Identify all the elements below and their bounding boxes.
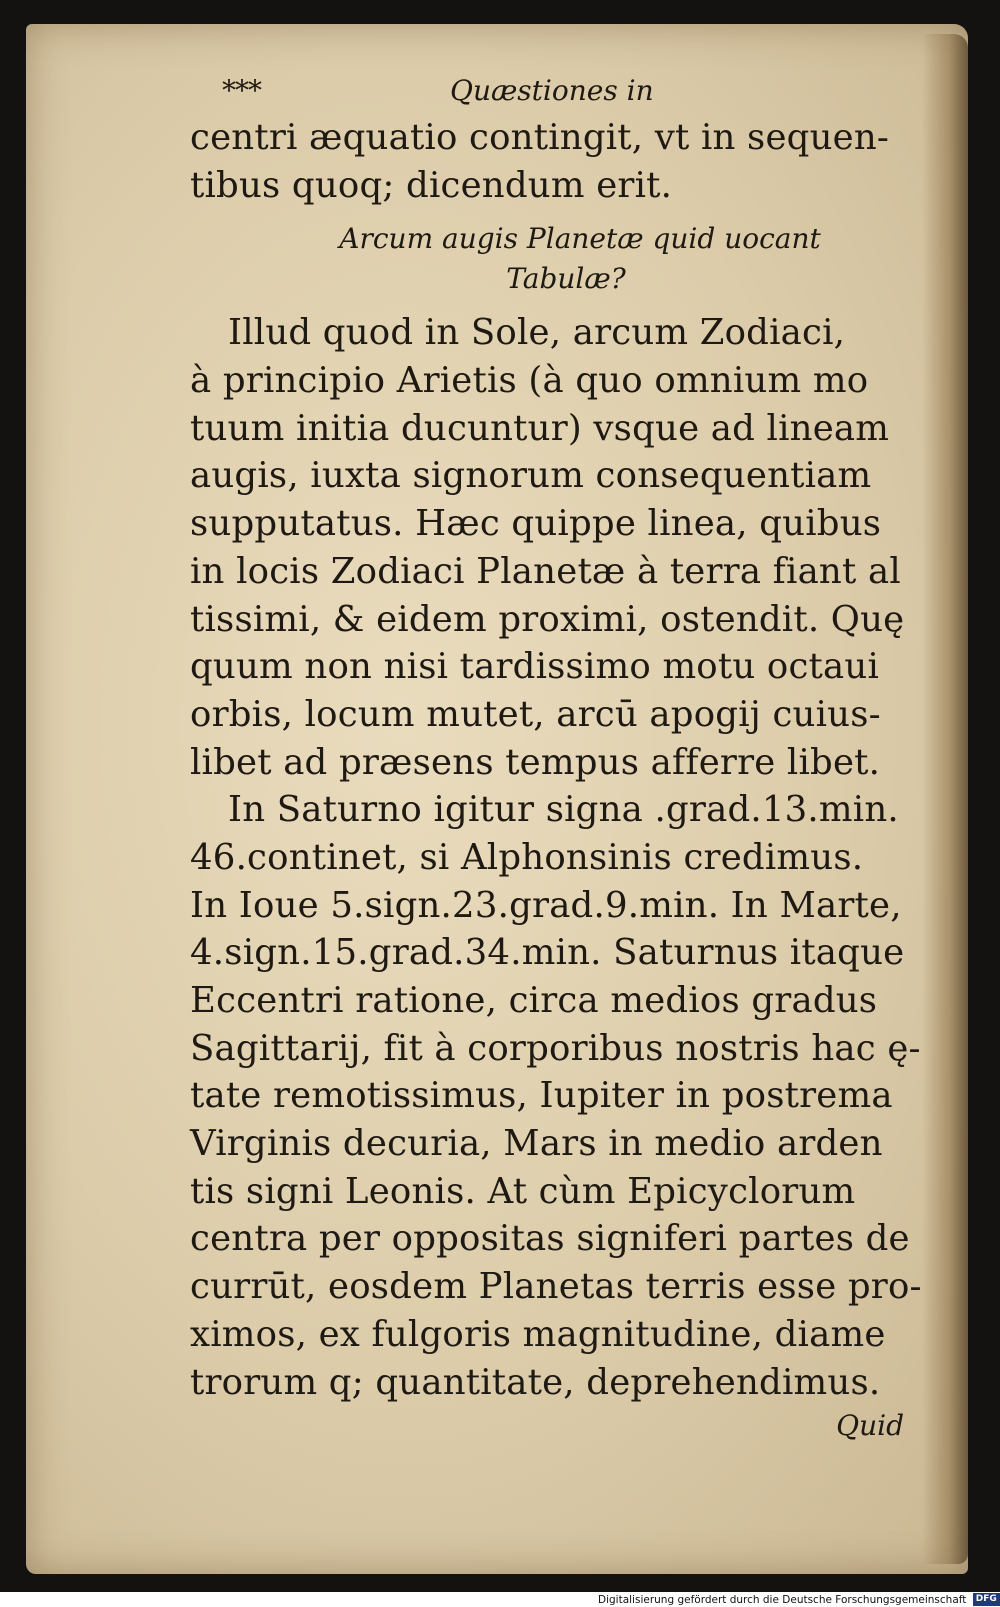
text-line: tis signi Leonis. At cùm Epicyclorum bbox=[190, 1170, 856, 1212]
text-line: tibus quoq; dicendum erit. bbox=[190, 164, 673, 206]
text-line: 4.sign.15.grad.34.min. Saturnus itaque bbox=[190, 932, 905, 974]
text-line: Illud quod in Sole, arcum Zodiaci, bbox=[228, 312, 846, 354]
question-heading-line: Arcum augis Planetæ quid uocant bbox=[339, 222, 821, 256]
text-line: Eccentri ratione, circa medios gradus bbox=[190, 980, 878, 1021]
dfg-logo: DFG bbox=[973, 1593, 1000, 1606]
text-line: ximos, ex fulgoris magnitudine, diame bbox=[190, 1313, 886, 1355]
text-line: tate remotissimus, Iupiter in postrema bbox=[190, 1075, 893, 1117]
page-header bbox=[190, 74, 910, 114]
page-edge-shadow bbox=[922, 34, 968, 1564]
text-line: 46.continet, si Alphonsinis credimus. bbox=[190, 836, 864, 878]
question-heading-line: Tabulæ? bbox=[506, 262, 626, 296]
credit-text: Digitalisierung gefördert durch die Deutsche Forschungsgemeinschaft bbox=[598, 1594, 967, 1606]
text-line: in locis Zodiaci Planetæ à terra fiant al bbox=[190, 550, 901, 592]
text-line: Sagittarij, fit à corporibus nostris hac ę- bbox=[190, 1027, 921, 1069]
text-line: supputatus. Hæc quippe linea, quibus bbox=[190, 503, 882, 545]
text-line: centri æquatio contingit, vt in sequen- bbox=[190, 117, 890, 158]
text-line: trorum q; quantitate, deprehendimus. bbox=[190, 1361, 881, 1403]
catchword: Quid bbox=[836, 1409, 904, 1443]
text-line: In Saturno igitur signa .grad.13.min. bbox=[228, 789, 899, 831]
text-line: orbis, locum mutet, arcū apogij cuius- bbox=[190, 693, 881, 735]
text-line: tissimi, & eidem proximi, ostendit. Quę bbox=[190, 598, 905, 640]
text-line: augis, iuxta signorum consequentiam bbox=[190, 455, 872, 497]
digitization-credit bbox=[598, 1593, 998, 1607]
page-text bbox=[190, 74, 922, 1446]
folio-number: *** bbox=[222, 74, 261, 107]
text-line: currūt, eosdem Planetas terris esse pro- bbox=[190, 1266, 922, 1308]
text-line: Virginis decuria, Mars in medio arden bbox=[190, 1123, 883, 1165]
text-line: tuum initia ducuntur) vsque ad lineam bbox=[190, 407, 890, 449]
running-title: Quæstiones in bbox=[450, 74, 654, 107]
text-line: In Ioue 5.sign.23.grad.9.min. In Marte, bbox=[190, 884, 902, 926]
text-line: à principio Arietis (à quo omnium mo bbox=[190, 360, 869, 402]
text-line: quum non nisi tardissimo motu octaui bbox=[190, 646, 879, 688]
text-line: centra per oppositas signiferi partes de bbox=[190, 1218, 910, 1260]
text-line: libet ad præsens tempus afferre libet. bbox=[190, 741, 881, 783]
